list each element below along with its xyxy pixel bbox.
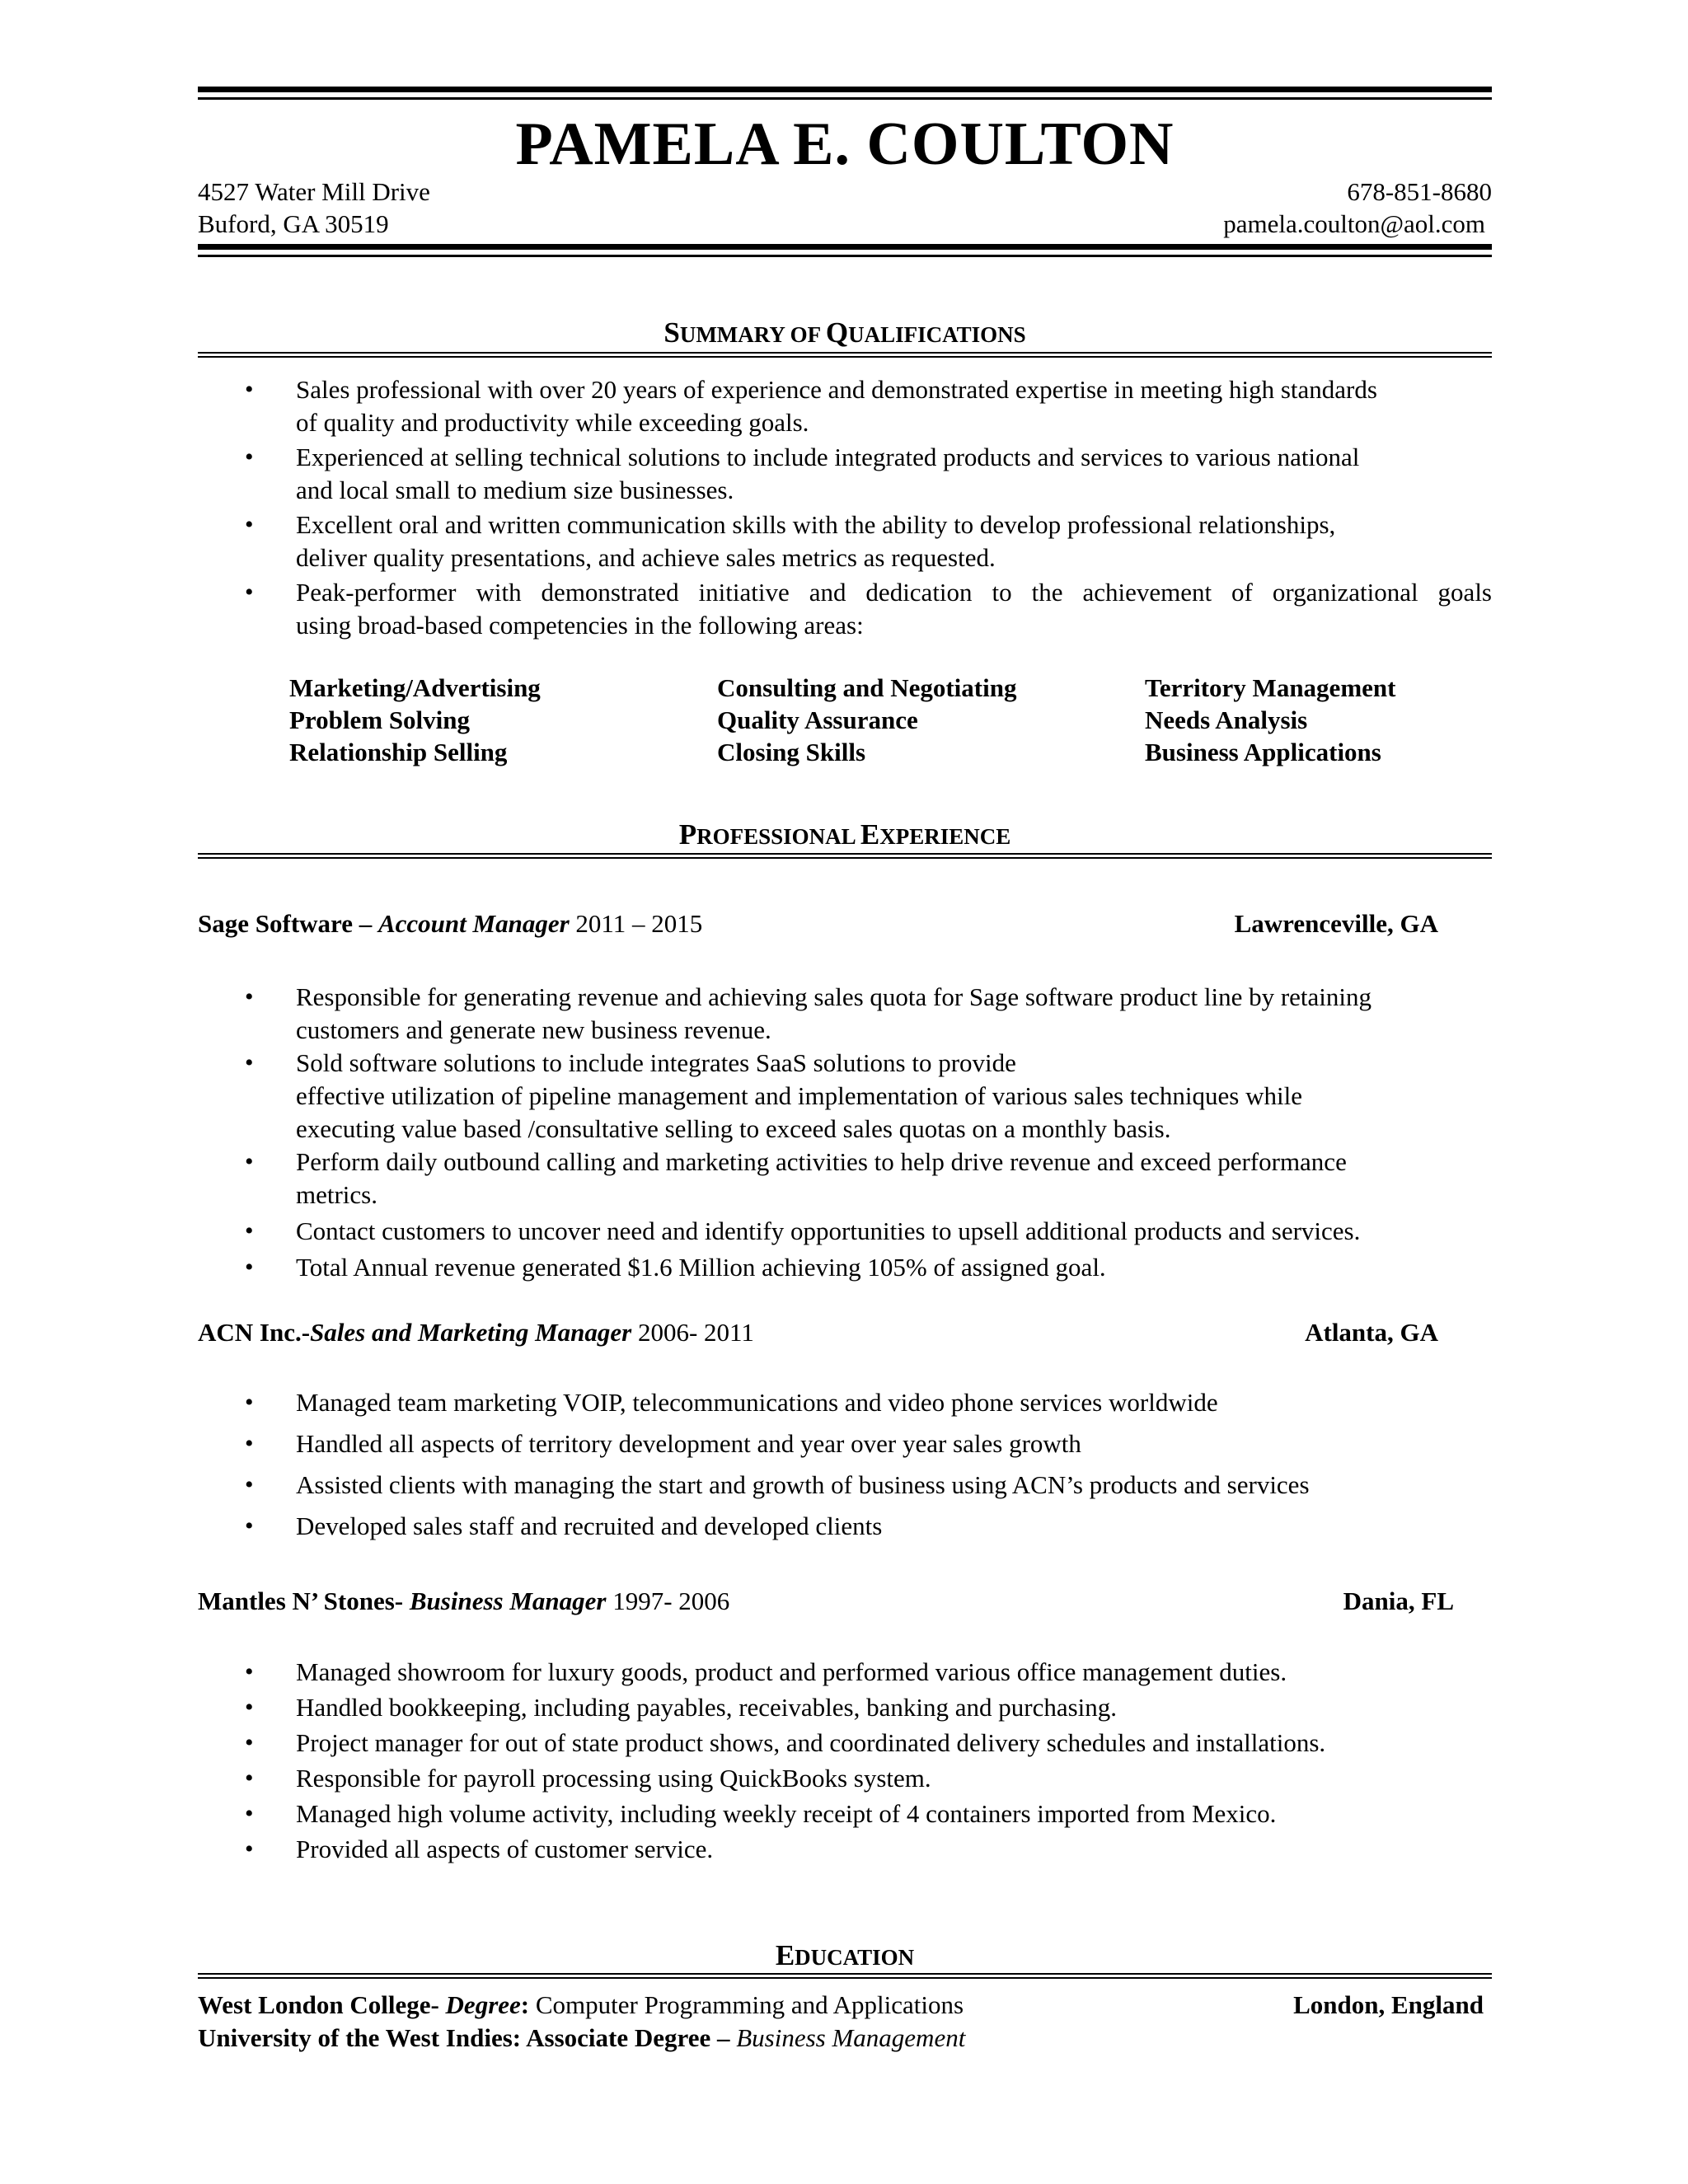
list-item: • Handled bookkeeping, including payables, receivables, banking and purchasing.	[198, 1690, 1492, 1725]
skill-item: Closing Skills	[717, 738, 866, 766]
list-item: • Sold software solutions to include integrates SaaS solutions to provide effective utilization of pipeline management and implementation of various sales techniques while executing value based /consultative selling to exceed sales quotas on a monthly basis.	[245, 1048, 1302, 1143]
top-rule-thick	[198, 87, 1492, 92]
list-item: • Excellent oral and written communication skills with the ability to develop professional relationships, deliver quality presentations, and achieve sales metrics as requested.	[245, 510, 1336, 572]
skills-column-1	[289, 672, 541, 768]
summary-rule-bottom	[198, 356, 1492, 358]
job-role: Business Manager	[409, 1586, 607, 1615]
bullet-icon: •	[245, 1049, 254, 1076]
company-name: Sage Software –	[198, 909, 378, 938]
job-role: Account Manager	[377, 909, 570, 938]
bullet-icon: •	[245, 1800, 254, 1827]
skill-item: Marketing/Advertising	[289, 673, 541, 702]
bullet-icon: •	[245, 1389, 254, 1416]
bullet-icon: •	[245, 1430, 254, 1457]
job-bullet-list	[198, 981, 1492, 1284]
summary-bullet-list	[198, 373, 1492, 642]
skill-item: Consulting and Negotiating	[717, 673, 1017, 702]
list-item: • Managed showroom for luxury goods, product and performed various office management duties.	[198, 1654, 1492, 1690]
list-item: • Contact customers to uncover need and identify opportunities to upsell additional products and services.	[198, 1215, 1492, 1248]
degree-label: Degree	[445, 1990, 521, 2019]
header-rule-thin	[198, 255, 1492, 257]
bullet-icon: •	[245, 511, 254, 538]
degree-field: Business Management	[736, 2023, 966, 2052]
job-heading	[198, 1316, 1492, 1349]
skill-item: Problem Solving	[289, 705, 471, 734]
skill-item: Relationship Selling	[289, 738, 508, 766]
bullet-icon: •	[245, 1254, 254, 1281]
candidate-name: PAMELA E. COULTON	[515, 110, 1175, 178]
section-title-experience: PROFESSIONAL EXPERIENCE	[678, 818, 1011, 851]
list-item: • Provided all aspects of customer service.	[198, 1831, 1492, 1867]
section-title-education: EDUCATION	[775, 1939, 915, 1971]
job-heading	[198, 907, 1492, 940]
skill-item: Needs Analysis	[1145, 705, 1308, 734]
job-location: Lawrenceville, GA	[1234, 909, 1438, 938]
top-rule-thin	[198, 97, 1492, 100]
skills-column-2	[717, 672, 1016, 768]
phone-number: 678-851-8680	[1347, 177, 1492, 206]
degree-colon: :	[520, 1990, 530, 2019]
job-bullet-list	[198, 1654, 1492, 1867]
job-dates: 2011 – 2015	[569, 909, 703, 938]
list-item: • Responsible for payroll processing using QuickBooks system.	[198, 1760, 1492, 1796]
address-line-2: Buford, GA 30519	[198, 209, 389, 238]
bullet-icon: •	[245, 1148, 254, 1175]
list-item: • Assisted clients with managing the start and growth of business using ACN’s products and services	[198, 1469, 1492, 1502]
company-name: ACN Inc.-	[198, 1318, 311, 1347]
summary-rule-top	[198, 352, 1492, 354]
bullet-icon: •	[245, 1217, 254, 1244]
school-name: West London College-	[198, 1990, 446, 2019]
bullet-icon: •	[245, 376, 254, 403]
skill-item: Business Applications	[1145, 738, 1381, 766]
job-location: Dania, FL	[1343, 1586, 1454, 1615]
bullet-icon: •	[245, 1729, 254, 1756]
bullet-icon: •	[245, 1658, 254, 1685]
school-name: University of the West Indies: Associate Degree –	[198, 2023, 737, 2052]
job-heading	[198, 1585, 1492, 1618]
job-location: Atlanta, GA	[1305, 1318, 1438, 1347]
list-item: • Sales professional with over 20 years of experience and demonstrated expertise in meeting high standards of quality and productivity while exceeding goals.	[245, 375, 1377, 437]
job-bullet-list	[198, 1386, 1492, 1543]
experience-rule-top	[198, 853, 1492, 855]
list-item: • Responsible for generating revenue and achieving sales quota for Sage software product line by retaining customers and generate new business revenue.	[245, 982, 1372, 1044]
email-address: pamela.coulton@aol.com	[1223, 209, 1485, 238]
bullet-icon: •	[245, 1835, 254, 1863]
company-name: Mantles N’ Stones-	[198, 1586, 410, 1615]
bullet-icon: •	[245, 1512, 254, 1540]
bullet-icon: •	[245, 1694, 254, 1721]
skills-column-3	[1145, 672, 1395, 768]
education-rule-top	[198, 1973, 1492, 1975]
list-item: • Managed team marketing VOIP, telecommunications and video phone services worldwide	[198, 1386, 1492, 1419]
resume-page	[198, 0, 1492, 2184]
address-line-1: 4527 Water Mill Drive	[198, 177, 430, 206]
bullet-icon: •	[245, 1765, 254, 1792]
list-item: • Handled all aspects of territory development and year over year sales growth	[198, 1427, 1492, 1460]
skill-item: Quality Assurance	[717, 705, 918, 734]
list-item: • Perform daily outbound calling and marketing activities to help drive revenue and exceed performance metrics.	[245, 1147, 1347, 1209]
list-item: • Peak-performer with demonstrated initiative and dedication to the achievement of organizational goals using broad-based competencies in the following areas:	[245, 578, 1492, 640]
school-location: London, England	[1293, 1990, 1484, 2019]
job-dates: 2006- 2011	[631, 1318, 754, 1347]
list-item: • Managed high volume activity, including weekly receipt of 4 containers imported from Mexico.	[198, 1796, 1492, 1831]
header-rule-thick	[198, 244, 1492, 250]
job-dates: 1997- 2006	[606, 1586, 730, 1615]
list-item: • Project manager for out of state product shows, and coordinated delivery schedules and installations.	[198, 1725, 1492, 1760]
skill-item: Territory Management	[1145, 673, 1396, 702]
experience-rule-bottom	[198, 857, 1492, 859]
education-entry	[198, 1989, 1492, 2022]
bullet-icon: •	[245, 579, 254, 606]
list-item: • Total Annual revenue generated $1.6 Million achieving 105% of assigned goal.	[198, 1251, 1492, 1284]
education-entry	[198, 2022, 1492, 2055]
bullet-icon: •	[245, 1471, 254, 1498]
list-item: • Developed sales staff and recruited and developed clients	[198, 1510, 1492, 1543]
job-role: Sales and Marketing Manager	[310, 1318, 632, 1347]
education-rule-bottom	[198, 1977, 1492, 1979]
degree-field: Computer Programming and Applications	[529, 1990, 964, 2019]
bullet-icon: •	[245, 983, 254, 1010]
bullet-icon: •	[245, 443, 254, 471]
list-item: • Experienced at selling technical solutions to include integrated products and services to various national and local small to medium size businesses.	[245, 443, 1360, 504]
section-title-summary: SUMMARY OF QUALIFICATIONS	[663, 316, 1026, 349]
